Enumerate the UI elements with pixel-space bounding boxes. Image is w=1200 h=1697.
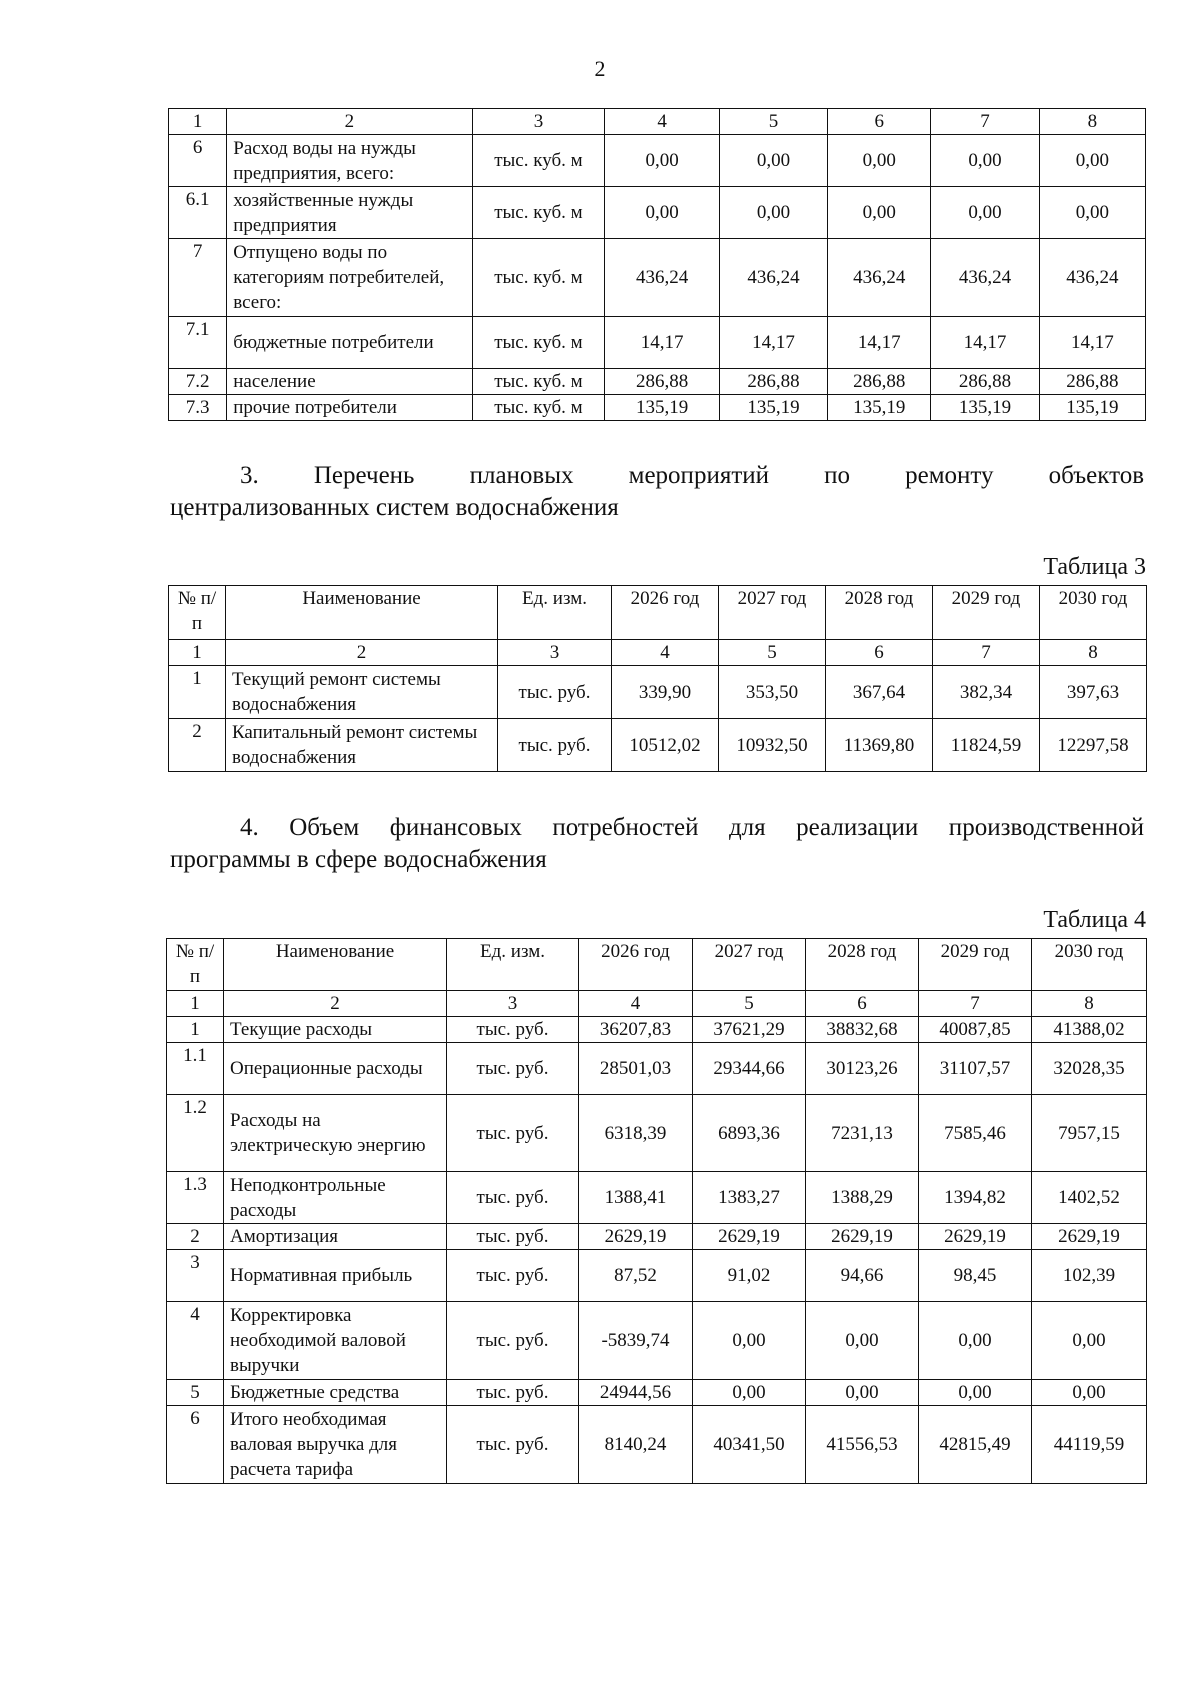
value-cell: 2629,19 — [806, 1224, 919, 1250]
row-name: бюджетные потребители — [227, 317, 472, 369]
value-cell: 0,00 — [806, 1302, 919, 1380]
value-cell: 0,00 — [919, 1302, 1032, 1380]
header-year: 2030 год — [1032, 939, 1147, 991]
index-cell: 2 — [224, 991, 447, 1017]
row-unit: тыс. руб. — [447, 1095, 579, 1172]
row-number: 7 — [169, 239, 227, 317]
value-cell: 14,17 — [605, 317, 719, 369]
row-number: 6.1 — [169, 187, 227, 239]
table-row — [167, 1043, 1147, 1095]
header-name: Наименование — [224, 939, 447, 991]
table-3-caption: Таблица 3 — [1043, 554, 1146, 580]
row-unit: тыс. куб. м — [472, 369, 605, 395]
table-header-row — [167, 939, 1147, 991]
index-cell: 7 — [933, 640, 1040, 666]
index-cell: 8 — [1039, 109, 1145, 135]
value-cell: 8140,24 — [579, 1406, 693, 1484]
index-cell: 5 — [719, 640, 826, 666]
value-cell: 7957,15 — [1032, 1095, 1147, 1172]
row-number: 7.3 — [169, 395, 227, 421]
value-cell: 32028,35 — [1032, 1043, 1147, 1095]
index-cell: 8 — [1040, 640, 1147, 666]
header-year: 2029 год — [933, 586, 1040, 640]
header-year: 2028 год — [806, 939, 919, 991]
row-unit: тыс. руб. — [447, 1380, 579, 1406]
table-row — [169, 369, 1146, 395]
table-row — [167, 1250, 1147, 1302]
row-name: Текущий ремонт системы водоснабжения — [226, 666, 498, 719]
value-cell: 6893,36 — [693, 1095, 806, 1172]
value-cell: 7585,46 — [919, 1095, 1032, 1172]
value-cell: 1394,82 — [919, 1172, 1032, 1224]
index-cell: 1 — [169, 109, 227, 135]
header-year: 2028 год — [826, 586, 933, 640]
table-row — [167, 1406, 1147, 1484]
page-number: 2 — [594, 56, 606, 81]
value-cell: 135,19 — [828, 395, 931, 421]
value-cell: 11824,59 — [933, 719, 1040, 772]
value-cell: 436,24 — [931, 239, 1039, 317]
section-4-heading-line-1: 4. Объем финансовых потребностей для реализации производственной — [240, 814, 1144, 841]
table-row — [169, 666, 1147, 719]
value-cell: 2629,19 — [579, 1224, 693, 1250]
header-year: 2027 год — [719, 586, 826, 640]
value-cell: 436,24 — [1039, 239, 1145, 317]
row-unit: тыс. руб. — [447, 1043, 579, 1095]
value-cell: 135,19 — [931, 395, 1039, 421]
index-cell: 5 — [693, 991, 806, 1017]
value-cell: 0,00 — [1032, 1380, 1147, 1406]
index-cell: 2 — [227, 109, 472, 135]
index-cell: 7 — [919, 991, 1032, 1017]
row-name: Неподконтрольные расходы — [224, 1172, 447, 1224]
value-cell: 38832,68 — [806, 1017, 919, 1043]
row-name: Капитальный ремонт системы водоснабжения — [226, 719, 498, 772]
header-number: № п/п — [169, 586, 226, 640]
row-name: Амортизация — [224, 1224, 447, 1250]
index-cell: 1 — [169, 640, 226, 666]
row-unit: тыс. руб. — [447, 1302, 579, 1380]
value-cell: 98,45 — [919, 1250, 1032, 1302]
value-cell: 353,50 — [719, 666, 826, 719]
value-cell: 135,19 — [719, 395, 827, 421]
value-cell: 0,00 — [1039, 187, 1145, 239]
value-cell: 14,17 — [719, 317, 827, 369]
value-cell: 135,19 — [605, 395, 719, 421]
value-cell: 11369,80 — [826, 719, 933, 772]
value-cell: 1388,29 — [806, 1172, 919, 1224]
value-cell: 0,00 — [931, 135, 1039, 187]
value-cell: 286,88 — [719, 369, 827, 395]
value-cell: 0,00 — [605, 135, 719, 187]
table-index-row — [167, 991, 1147, 1017]
repair-plan-table — [168, 585, 1147, 772]
index-cell: 7 — [931, 109, 1039, 135]
header-name: Наименование — [226, 586, 498, 640]
row-name: Отпущено воды по категориям потребителей, всего: — [227, 239, 472, 317]
value-cell: 436,24 — [719, 239, 827, 317]
table-row — [169, 187, 1146, 239]
row-name: Расход воды на нужды предприятия, всего: — [227, 135, 472, 187]
value-cell: 1388,41 — [579, 1172, 693, 1224]
value-cell: 10932,50 — [719, 719, 826, 772]
index-cell: 4 — [579, 991, 693, 1017]
value-cell: 31107,57 — [919, 1043, 1032, 1095]
header-year: 2026 год — [612, 586, 719, 640]
table-row — [169, 239, 1146, 317]
value-cell: 286,88 — [605, 369, 719, 395]
table-header-row — [169, 586, 1147, 640]
row-number: 6 — [167, 1406, 224, 1484]
row-unit: тыс. руб. — [447, 1406, 579, 1484]
value-cell: 286,88 — [828, 369, 931, 395]
value-cell: 0,00 — [806, 1380, 919, 1406]
value-cell: -5839,74 — [579, 1302, 693, 1380]
value-cell: 24944,56 — [579, 1380, 693, 1406]
value-cell: 1383,27 — [693, 1172, 806, 1224]
row-unit: тыс. куб. м — [472, 395, 605, 421]
index-cell: 3 — [447, 991, 579, 1017]
value-cell: 286,88 — [931, 369, 1039, 395]
row-number: 1 — [169, 666, 226, 719]
value-cell: 2629,19 — [919, 1224, 1032, 1250]
value-cell: 44119,59 — [1032, 1406, 1147, 1484]
value-cell: 36207,83 — [579, 1017, 693, 1043]
row-unit: тыс. руб. — [447, 1172, 579, 1224]
value-cell: 0,00 — [1039, 135, 1145, 187]
row-unit: тыс. куб. м — [472, 187, 605, 239]
row-unit: тыс. куб. м — [472, 317, 605, 369]
index-cell: 8 — [1032, 991, 1147, 1017]
row-unit: тыс. куб. м — [472, 135, 605, 187]
row-name: Корректировка необходимой валовой выручки — [224, 1302, 447, 1380]
row-name: Текущие расходы — [224, 1017, 447, 1043]
index-cell: 6 — [806, 991, 919, 1017]
index-cell: 2 — [226, 640, 498, 666]
row-number: 2 — [167, 1224, 224, 1250]
value-cell: 87,52 — [579, 1250, 693, 1302]
value-cell: 14,17 — [931, 317, 1039, 369]
row-unit: тыс. руб. — [447, 1017, 579, 1043]
value-cell: 2629,19 — [1032, 1224, 1147, 1250]
value-cell: 286,88 — [1039, 369, 1145, 395]
value-cell: 12297,58 — [1040, 719, 1147, 772]
index-cell: 6 — [828, 109, 931, 135]
value-cell: 7231,13 — [806, 1095, 919, 1172]
table-index-row — [169, 640, 1147, 666]
row-name: Итого необходимая валовая выручка для расчета тарифа — [224, 1406, 447, 1484]
header-number: № п/п — [167, 939, 224, 991]
table-row — [169, 317, 1146, 369]
section-3-heading-line-1: 3. Перечень плановых мероприятий по ремонту объектов — [240, 462, 1144, 489]
row-unit: тыс. руб. — [498, 719, 612, 772]
value-cell: 2629,19 — [693, 1224, 806, 1250]
value-cell: 29344,66 — [693, 1043, 806, 1095]
value-cell: 14,17 — [1039, 317, 1145, 369]
section-4-heading-line-2: программы в сфере водоснабжения — [170, 846, 547, 873]
value-cell: 367,64 — [826, 666, 933, 719]
index-cell: 5 — [719, 109, 827, 135]
value-cell: 91,02 — [693, 1250, 806, 1302]
value-cell: 135,19 — [1039, 395, 1145, 421]
value-cell: 94,66 — [806, 1250, 919, 1302]
index-cell: 6 — [826, 640, 933, 666]
row-unit: тыс. руб. — [447, 1250, 579, 1302]
row-number: 3 — [167, 1250, 224, 1302]
row-name: Нормативная прибыль — [224, 1250, 447, 1302]
index-cell: 1 — [167, 991, 224, 1017]
table-row — [169, 395, 1146, 421]
value-cell: 14,17 — [828, 317, 931, 369]
row-number: 1.1 — [167, 1043, 224, 1095]
table-row — [167, 1224, 1147, 1250]
value-cell: 40341,50 — [693, 1406, 806, 1484]
value-cell: 42815,49 — [919, 1406, 1032, 1484]
header-unit: Ед. изм. — [447, 939, 579, 991]
value-cell: 0,00 — [931, 187, 1039, 239]
table-row — [167, 1380, 1147, 1406]
row-number: 7.2 — [169, 369, 227, 395]
index-cell: 4 — [612, 640, 719, 666]
row-name: хозяйственные нужды предприятия — [227, 187, 472, 239]
row-number: 5 — [167, 1380, 224, 1406]
value-cell: 0,00 — [828, 187, 931, 239]
index-cell: 4 — [605, 109, 719, 135]
value-cell: 10512,02 — [612, 719, 719, 772]
value-cell: 6318,39 — [579, 1095, 693, 1172]
financial-needs-table — [166, 938, 1147, 1484]
index-cell: 3 — [472, 109, 605, 135]
value-cell: 41556,53 — [806, 1406, 919, 1484]
value-cell: 436,24 — [828, 239, 931, 317]
row-number: 6 — [169, 135, 227, 187]
table-row — [169, 135, 1146, 187]
table-row — [167, 1172, 1147, 1224]
row-number: 4 — [167, 1302, 224, 1380]
value-cell: 40087,85 — [919, 1017, 1032, 1043]
value-cell: 0,00 — [1032, 1302, 1147, 1380]
section-3-heading-line-2: централизованных систем водоснабжения — [170, 494, 619, 521]
value-cell: 382,34 — [933, 666, 1040, 719]
header-year: 2026 год — [579, 939, 693, 991]
row-unit: тыс. руб. — [447, 1224, 579, 1250]
table-4-caption: Таблица 4 — [1043, 907, 1146, 933]
row-number: 1.2 — [167, 1095, 224, 1172]
row-number: 1 — [167, 1017, 224, 1043]
value-cell: 0,00 — [605, 187, 719, 239]
value-cell: 37621,29 — [693, 1017, 806, 1043]
table-row — [167, 1302, 1147, 1380]
value-cell: 0,00 — [693, 1302, 806, 1380]
row-number: 7.1 — [169, 317, 227, 369]
header-year: 2027 год — [693, 939, 806, 991]
value-cell: 0,00 — [919, 1380, 1032, 1406]
value-cell: 102,39 — [1032, 1250, 1147, 1302]
value-cell: 339,90 — [612, 666, 719, 719]
value-cell: 397,63 — [1040, 666, 1147, 719]
value-cell: 0,00 — [719, 135, 827, 187]
row-name: прочие потребители — [227, 395, 472, 421]
row-unit: тыс. куб. м — [472, 239, 605, 317]
value-cell: 1402,52 — [1032, 1172, 1147, 1224]
water-balance-table — [168, 108, 1146, 421]
header-year: 2029 год — [919, 939, 1032, 991]
section-3-heading — [170, 460, 1144, 524]
row-name: Расходы на электрическую энергию — [224, 1095, 447, 1172]
table-row — [167, 1017, 1147, 1043]
row-name: Бюджетные средства — [224, 1380, 447, 1406]
row-unit: тыс. руб. — [498, 666, 612, 719]
value-cell: 28501,03 — [579, 1043, 693, 1095]
row-name: Операционные расходы — [224, 1043, 447, 1095]
row-number: 2 — [169, 719, 226, 772]
value-cell: 436,24 — [605, 239, 719, 317]
value-cell: 41388,02 — [1032, 1017, 1147, 1043]
value-cell: 0,00 — [719, 187, 827, 239]
index-cell: 3 — [498, 640, 612, 666]
value-cell: 0,00 — [828, 135, 931, 187]
section-4-heading — [170, 812, 1144, 876]
value-cell: 30123,26 — [806, 1043, 919, 1095]
header-year: 2030 год — [1040, 586, 1147, 640]
table-row — [169, 719, 1147, 772]
header-unit: Ед. изм. — [498, 586, 612, 640]
row-number: 1.3 — [167, 1172, 224, 1224]
table-index-row — [169, 109, 1146, 135]
table-row — [167, 1095, 1147, 1172]
value-cell: 0,00 — [693, 1380, 806, 1406]
row-name: население — [227, 369, 472, 395]
